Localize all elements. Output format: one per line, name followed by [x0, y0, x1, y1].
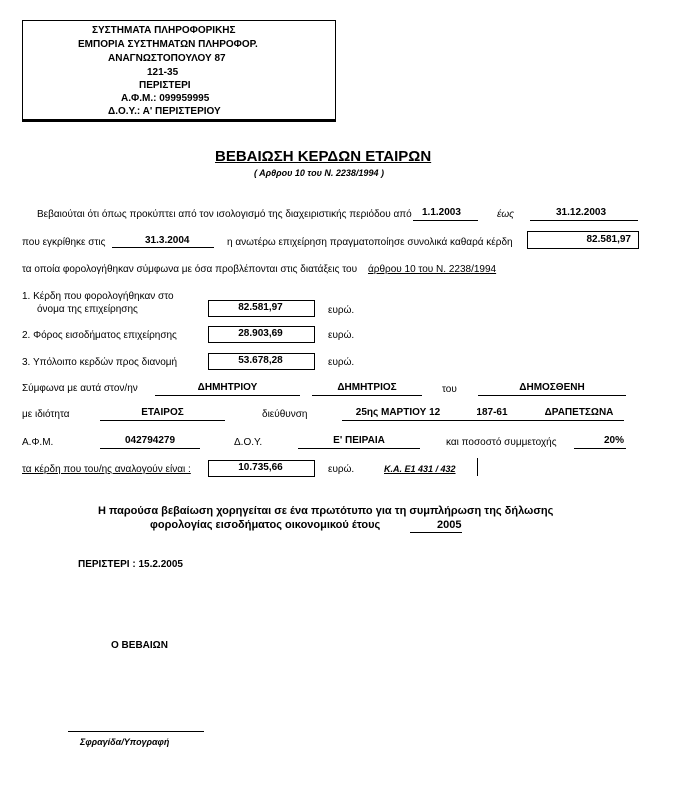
- period-from-underline: [413, 220, 478, 221]
- signature-line: [68, 731, 204, 732]
- percentage-label: και ποσοστό συμμετοχής: [446, 437, 557, 448]
- company-line-1: ΣΥΣΤΗΜΑΤΑ ΠΛΗΡΟΦΟΡΙΚΗΣ: [92, 25, 236, 36]
- item-1-value: 82.581,97: [238, 302, 283, 313]
- capacity-underline: [100, 420, 225, 421]
- taxed-text: τα οποία φορολογήθηκαν σύμφωνα με όσα προβλέπονται στις διατάξεις του: [22, 264, 358, 275]
- percentage-underline: [574, 448, 626, 449]
- company-line-2: ΕΜΠΟΡΙΑ ΣΥΣΤΗΜΑΤΩΝ ΠΛΗΡΟΦΟΡ.: [78, 39, 258, 50]
- approval-label: που εγκρίθηκε στις: [22, 237, 106, 248]
- period-to-underline: [530, 220, 638, 221]
- address-underline: [342, 420, 624, 421]
- place-date: ΠΕΡΙΣΤΕΡΙ : 15.2.2005: [78, 559, 183, 570]
- partner-surname: ΔΗΜΗΤΡΙΟΥ: [197, 382, 258, 393]
- address-city: ΔΡΑΠΕΤΣΩΝΑ: [544, 407, 614, 418]
- item-2-label: 2. Φόρος εισοδήματος επιχείρησης: [22, 330, 177, 341]
- partner-father: ΔΗΜΟΣΘΕΝΗ: [519, 382, 585, 393]
- company-line-4: 121-35: [147, 67, 179, 78]
- document-title: ΒΕΒΑΙΩΣΗ ΚΕΡΔΩΝ ΕΤΑΙΡΩΝ: [215, 148, 432, 165]
- approval-date-underline: [112, 247, 214, 248]
- period-text: Βεβαιούται ότι όπως προκύπτει από τον ισολογισμό της διαχειριστικής περιόδου από: [37, 209, 412, 220]
- partner-surname-underline: [155, 395, 300, 396]
- share-end-mark: [477, 458, 478, 476]
- partner-label: Σύμφωνα με αυτά στον/ην: [22, 383, 138, 394]
- item-2-value: 28.903,69: [238, 328, 283, 339]
- share-label: τα κέρδη που του/ης αναλογούν είναι :: [22, 464, 191, 475]
- fiscal-year: 2005: [437, 519, 462, 531]
- company-doy: Δ.Ο.Υ.: Α' ΠΕΡΙΣΤΕΡΙΟΥ: [108, 106, 221, 117]
- fiscal-year-underline: [410, 532, 462, 533]
- company-line-5: ΠΕΡΙΣΤΕΡΙ: [139, 80, 191, 91]
- company-afm: Α.Φ.Μ.: 099959995: [121, 93, 210, 104]
- doy-value: Ε' ΠΕΙΡΑΙΑ: [333, 435, 385, 446]
- afm-value: 042794279: [124, 435, 176, 446]
- document-subtitle: ( Αρθρου 10 του Ν. 2238/1994 ): [254, 168, 384, 178]
- item-3-unit: ευρώ.: [328, 357, 355, 368]
- partner-father-underline: [478, 395, 626, 396]
- period-to: 31.12.2003: [556, 207, 607, 218]
- share-reference: Κ.Α. Ε1 431 / 432: [384, 464, 456, 474]
- approval-text: η ανωτέρω επιχείρηση πραγματοποίησε συνολικά καθαρά κέρδη: [227, 237, 513, 248]
- partner-name-underline: [312, 395, 422, 396]
- item-3-value: 53.678,28: [238, 355, 283, 366]
- doy-underline: [298, 448, 420, 449]
- footer-note-line1: Η παρούσα βεβαίωση χορηγείται σε ένα πρωτότυπο για τη συμπλήρωση της δήλωσης: [98, 505, 554, 517]
- signature-label: Σφραγίδα/Υπογραφή: [80, 737, 170, 747]
- period-from: 1.1.2003: [422, 207, 461, 218]
- item-2-unit: ευρώ.: [328, 330, 355, 341]
- address-street: 25ης ΜΑΡΤΙΟΥ 12: [355, 407, 441, 418]
- period-to-label: έως: [497, 209, 515, 220]
- partner-of-label: του: [442, 384, 457, 395]
- total-profit-value: 82.581,97: [586, 234, 631, 245]
- item-1-label-line1: 1. Κέρδη που φορολογήθηκαν στο: [22, 291, 174, 302]
- afm-underline: [100, 448, 200, 449]
- share-unit: ευρώ.: [328, 464, 355, 475]
- capacity-value: ΕΤΑΙΡΟΣ: [141, 407, 184, 418]
- percentage-value: 20%: [603, 435, 624, 446]
- footer-note-line2: φορολογίας εισοδήματος οικονομικού έτους: [150, 519, 381, 531]
- item-1-label-line2: όνομα της επιχείρησης: [37, 304, 138, 315]
- item-1-unit: ευρώ.: [328, 305, 355, 316]
- doy-label: Δ.Ο.Υ.: [234, 437, 263, 448]
- share-value: 10.735,66: [238, 462, 283, 473]
- company-line-3: ΑΝΑΓΝΩΣΤΟΠΟΥΛΟΥ 87: [108, 53, 226, 64]
- law-reference: άρθρου 10 του Ν. 2238/1994: [368, 264, 497, 275]
- item-3-label: 3. Υπόλοιπο κερδών προς διανομή: [22, 357, 178, 368]
- certifier-label: Ο ΒΕΒΑΙΩΝ: [111, 640, 168, 651]
- address-postcode: 187-61: [476, 407, 508, 418]
- approval-date: 31.3.2004: [145, 235, 190, 246]
- capacity-label: με ιδιότητα: [22, 409, 70, 420]
- address-label: διεύθυνση: [262, 409, 308, 420]
- afm-label: Α.Φ.Μ.: [22, 437, 54, 448]
- partner-name: ΔΗΜΗΤΡΙΟΣ: [337, 382, 397, 393]
